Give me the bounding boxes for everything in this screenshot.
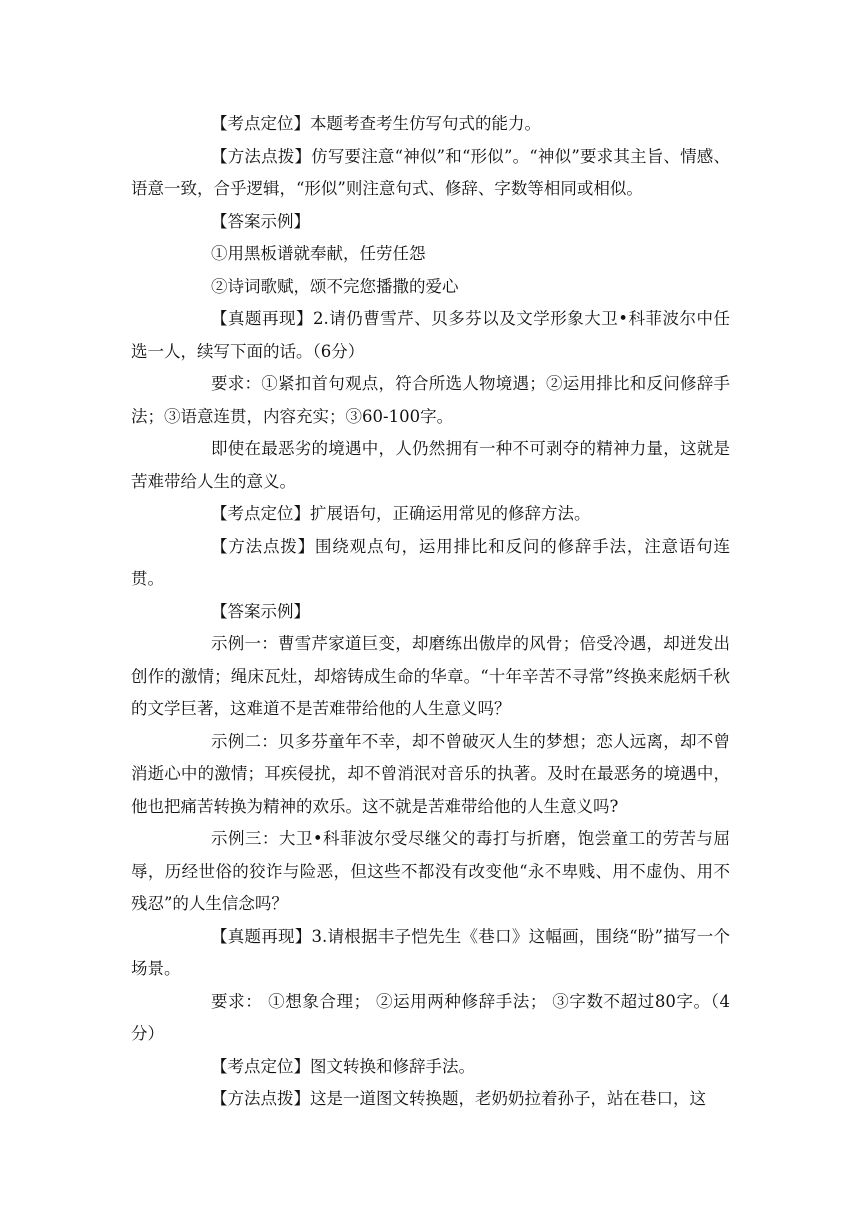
paragraph-requirements-2: 要求：①紧扣首句观点，符合所选人物境遇；②运用排比和反问修辞手法；③语意连贯，内容充实；③60-100字。 <box>131 374 730 426</box>
paragraph-zhenti-3: 【真题再现】3.请根据丰子恺先生《巷口》这幅画，围绕“盼”描写一个场景。 <box>131 926 730 978</box>
paragraph-fangfa-3: 【方法点拨】这是一道图文转换题，老奶奶拉着孙子，站在巷口，这 <box>211 1089 706 1108</box>
paragraph-daan-heading-1: 【答案示例】 <box>211 211 310 231</box>
paragraph-example-2: 示例二：贝多芬童年不幸，却不曾破灭人生的梦想；恋人远离，却不曾消逝心中的激情；耳疾侵扰，却不曾消泯对音乐的执著。及时在最恶务的境遇中，他也把痛苦转换为精神的欢乐。这不就是苦难带给他的人生意义吗? <box>131 731 730 816</box>
paragraph-requirements-3: 要求： ①想象合理； ②运用两种修辞手法； ③字数不超过80字。（4分） <box>131 991 730 1043</box>
paragraph-kaodian-1: 【考点定位】本题考查考生仿写句式的能力。 <box>211 114 541 133</box>
paragraph-daan-heading-2: 【答案示例】 <box>211 601 310 621</box>
document-body <box>131 108 730 1116</box>
paragraph-prompt-2: 即使在最恶劣的境遇中，人仍然拥有一种不可剥夺的精神力量，这就是苦难带给人生的意义。 <box>131 439 730 491</box>
paragraph-answer-2: ②诗词歌赋，颂不完您播撒的爱心 <box>211 276 459 296</box>
paragraph-answer-1: ①用黑板谱就奉献，任劳任怨 <box>211 244 426 263</box>
paragraph-fangfa-2: 【方法点拨】围绕观点句，运用排比和反问的修辞手法，注意语句连贯。 <box>131 536 730 588</box>
paragraph-kaodian-3: 【考点定位】图文转换和修辞手法。 <box>211 1056 475 1076</box>
paragraph-zhenti-2: 【真题再现】2.请仍曹雪芹、贝多芬以及文学形象大卫•科菲波尔中任选一人，续写下面的话。（6分） <box>131 309 730 361</box>
paragraph-example-3: 示例三：大卫•科菲波尔受尽继父的毒打与折磨，饱尝童工的劳苦与屈辱，历经世俗的狡诈与险恶，但这些不都没有改变他“永不卑贱、用不虚伪、用不残忍”的人生信念吗？ <box>131 829 730 913</box>
paragraph-example-1: 示例一：曹雪芹家道巨变，却磨练出傲岸的风骨；倍受冷遇，却迸发出创作的激情；绳床瓦灶，却熔铸成生命的华章。“十年辛苦不寻常”终换来彪炳千秋的文学巨著，这难道不是苦难带给他的人生意义吗？ <box>131 634 730 718</box>
paragraph-kaodian-2: 【考点定位】扩展语句，正确运用常见的修辞方法。 <box>211 504 591 523</box>
paragraph-fangfa-1: 【方法点拨】仿写要注意“神似”和“形似”。“神似”要求其主旨、情感、语意一致，合乎逻辑，“形似”则注意句式、修辞、字数等相同或相似。 <box>131 146 730 198</box>
